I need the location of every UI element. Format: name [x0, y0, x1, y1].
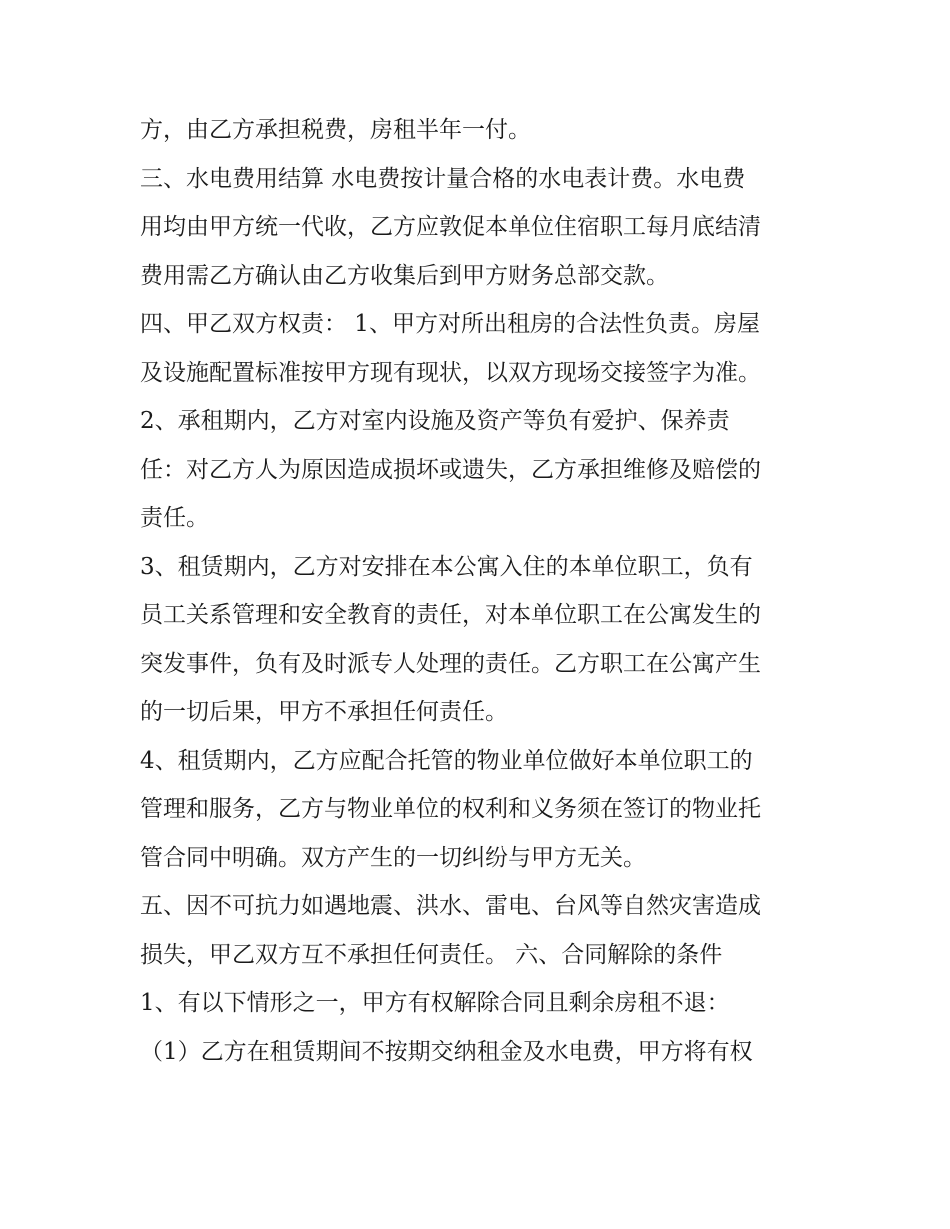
- text-line: 方，由乙方承担税费，房租半年一付。: [140, 117, 531, 143]
- text-line: 损失，甲乙双方互不承担任何责任。 六、合同解除的条件: [140, 941, 723, 968]
- text-line: 4、租赁期内，乙方应配合托管的物业单位做好本单位职工的: [140, 747, 753, 774]
- text-line: 五、因不可抗力如遇地震、洪水、雷电、台风等自然灾害造成: [140, 893, 761, 919]
- text-line: 用均由甲方统一代收，乙方应敦促本单位住宿职工每月底结清: [140, 214, 761, 240]
- text-line: 四、甲乙双方权责： 1、甲方对所出租房的合法性负责。房屋: [140, 311, 760, 337]
- text-line: 管理和服务，乙方与物业单位的权利和义务须在签订的物业托: [140, 796, 761, 822]
- text-line: 责任。: [140, 505, 209, 531]
- text-line: 2、承租期内，乙方对室内设施及资产等负有爱护、保养责: [140, 408, 730, 434]
- text-line: 1、有以下情形之一，甲方有权解除合同且剩余房租不退：: [140, 990, 730, 1016]
- text-line: （1）乙方在租赁期间不按期交纳租金及水电费，甲方将有权: [140, 1038, 753, 1065]
- text-line: 任：对乙方人为原因造成损坏或遗失，乙方承担维修及赔偿的: [140, 456, 761, 483]
- text-line: 突发事件，负有及时派专人处理的责任。乙方职工在公寓产生: [140, 650, 761, 677]
- text-line: 三、水电费用结算 水电费按计量合格的水电表计费。水电费: [140, 165, 746, 192]
- text-line: 及设施配置标准按甲方现有现状，以双方现场交接签字为准。: [140, 359, 761, 386]
- text-line: 管合同中明确。双方产生的一切纠纷与甲方无关。: [140, 844, 646, 871]
- text-line: 的一切后果，甲方不承担任何责任。: [140, 699, 508, 725]
- contract-text-body: [140, 106, 820, 1076]
- text-line: 员工关系管理和安全教育的责任，对本单位职工在公寓发生的: [140, 602, 761, 628]
- text-line: 3、租赁期内，乙方对安排在本公寓入住的本单位职工，负有: [140, 553, 753, 580]
- text-line: 费用需乙方确认由乙方收集后到甲方财务总部交款。: [140, 262, 669, 289]
